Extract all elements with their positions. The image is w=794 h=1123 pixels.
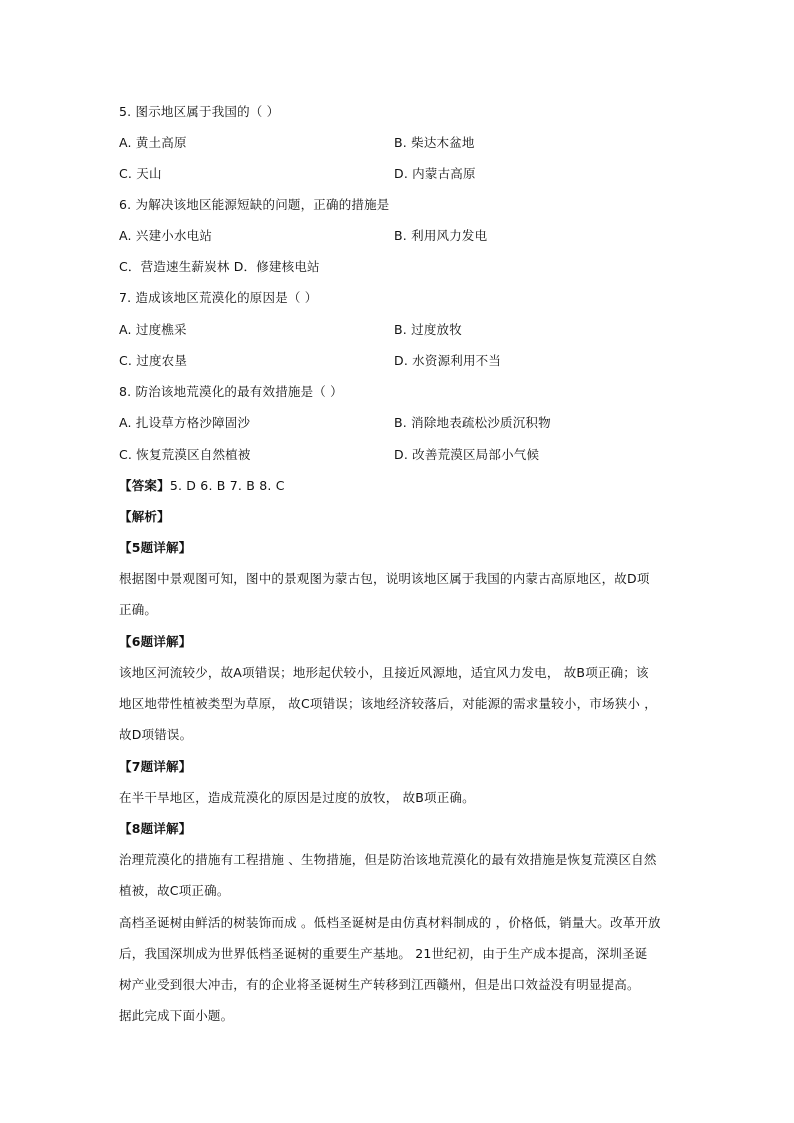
analysis-label: 【解析】 <box>119 509 170 524</box>
analysis-q6-title: 【6题详解】 <box>119 634 192 649</box>
analysis-q6-line-1: 该地区河流较少，故A项错误；地形起伏较小，且接近风源地，适宜风力发电， 故B项正确；该 <box>119 665 649 680</box>
question-5-option-a: A. 黄土高原 <box>119 135 187 150</box>
passage-line-3: 树产业受到很大冲击，有的企业将圣诞树生产转移到江西赣州，但是出口效益没有明显提高。 <box>119 977 640 992</box>
question-5-option-c: C. 天山 <box>119 166 162 181</box>
question-5-option-b: B. 柴达木盆地 <box>394 135 475 150</box>
analysis-q5-title: 【5题详解】 <box>119 540 192 555</box>
analysis-q6-line-3: 故D项错误。 <box>119 727 193 742</box>
question-7-stem: 7. 造成该地区荒漠化的原因是（ ） <box>119 290 318 305</box>
question-7-option-a: A. 过度樵采 <box>119 322 187 337</box>
question-8-option-b: B. 消除地表疏松沙质沉积物 <box>394 415 551 430</box>
analysis-q8-title: 【8题详解】 <box>119 821 192 836</box>
question-8-option-d: D. 改善荒漠区局部小气候 <box>394 447 540 462</box>
passage-line-2: 后，我国深圳成为世界低档圣诞树的重要生产基地。 21世纪初，由于生产成本提高，深圳圣诞 <box>119 946 648 961</box>
answer-label: 【答案】 <box>119 478 170 493</box>
question-5-option-d: D. 内蒙古高原 <box>394 166 476 181</box>
analysis-q8-line-2: 植被，故C项正确。 <box>119 883 230 898</box>
passage-line-4: 据此完成下面小题。 <box>119 1008 234 1023</box>
question-5-stem: 5. 图示地区属于我国的（ ） <box>119 104 280 119</box>
analysis-q6-line-2: 地区地带性植被类型为草原， 故C项错误；该地经济较落后，对能源的需求量较小，市场狭小 ， <box>119 696 657 711</box>
question-7-option-d: D. 水资源利用不当 <box>394 353 502 368</box>
question-7-option-c: C. 过度农垦 <box>119 353 188 368</box>
answer-line <box>119 478 285 494</box>
analysis-q5-line-1: 根据图中景观图可知，图中的景观图为蒙古包，说明该地区属于我国的内蒙古高原地区，故D项 <box>119 571 650 586</box>
answer-text: 5. D 6. B 7. B 8. C <box>169 478 285 493</box>
analysis-q7-line-1: 在半干旱地区，造成荒漠化的原因是过度的放牧， 故B项正确。 <box>119 790 475 805</box>
analysis-q8-line-1: 治理荒漠化的措施有工程措施 、生物措施，但是防治该地荒漠化的最有效措施是恢复荒漠区自然 <box>119 852 657 867</box>
question-6-stem: 6. 为解决该地区能源短缺的问题，正确的措施是 <box>119 197 390 212</box>
analysis-q5-line-2: 正确。 <box>119 602 158 617</box>
passage-line-1: 高档圣诞树由鲜活的树装饰而成 。低档圣诞树是由仿真材料制成的 ，价格低，销量大。改革开放 <box>119 915 661 930</box>
question-8-stem: 8. 防治该地荒漠化的最有效措施是（ ） <box>119 384 343 399</box>
question-6-option-a: A. 兴建小水电站 <box>119 228 213 243</box>
question-8-option-c: C. 恢复荒漠区自然植被 <box>119 447 251 462</box>
question-6-option-cd: C．营造速生薪炭林 D．修建核电站 <box>119 259 320 274</box>
question-6-option-b: B. 利用风力发电 <box>394 228 488 243</box>
question-7-option-b: B. 过度放牧 <box>394 322 462 337</box>
question-8-option-a: A. 扎设草方格沙障固沙 <box>119 415 251 430</box>
analysis-q7-title: 【7题详解】 <box>119 759 192 774</box>
